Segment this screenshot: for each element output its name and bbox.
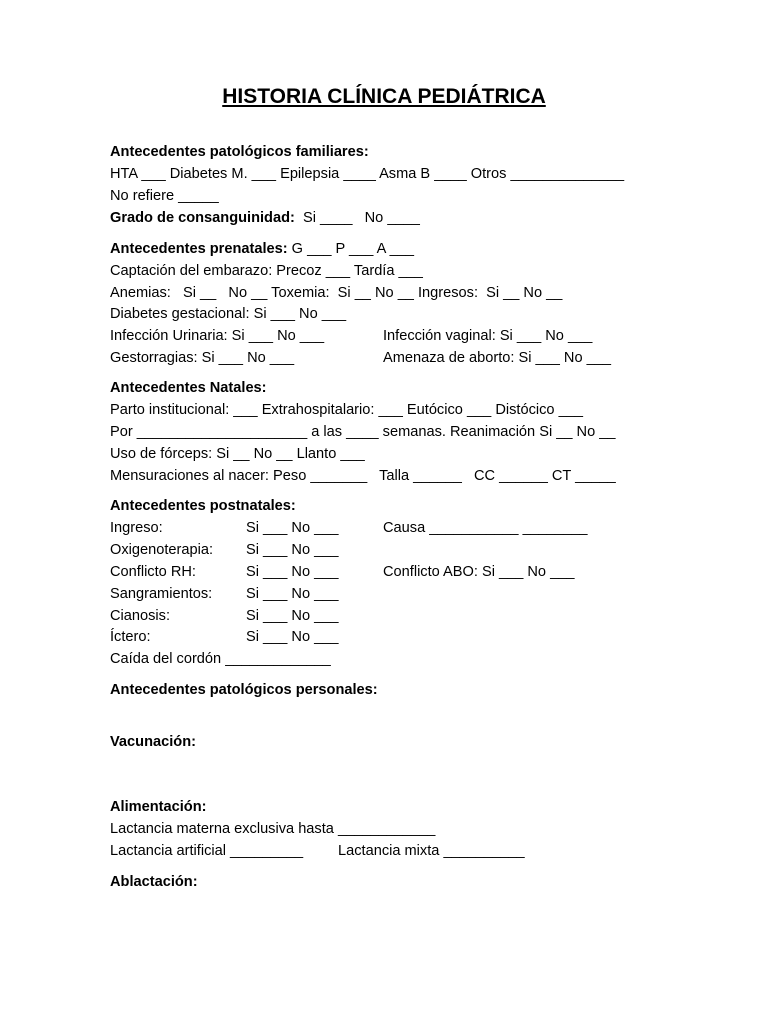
postnatal-row-label: Ingreso: [110,520,163,536]
postnatal-row-label: Oxigenoterapia: [110,542,214,558]
lactancia-exclusiva-line: Lactancia materna exclusiva hasta ____________ [110,821,436,837]
postnatal-row-value: Si ___ No ___ [246,564,339,580]
natales-heading: Antecedentes Natales: [110,380,267,396]
familiares-heading: Antecedentes patológicos familiares: [110,144,369,160]
postnatal-row-label: Íctero: [110,629,151,645]
amenaza-aborto-line: Amenaza de aborto: Si ___ No ___ [383,350,611,366]
familiares-line-2: No refiere _____ [110,188,219,204]
postnatal-row-value: Si ___ No ___ [246,542,339,558]
postnatal-row-extra: Conflicto ABO: Si ___ No ___ [383,564,575,580]
postnatal-row-value: Si ___ No ___ [246,629,339,645]
postnatal-row-label: Conflicto RH: [110,564,196,580]
por-line: Por _____________________ a las ____ semanas. Reanimación Si __ No __ [110,424,616,440]
anemias-line: Anemias: Si __ No __ Toxemia: Si __ No __ Ingresos: Si __ No __ [110,285,563,301]
lactancia-artificial-line: Lactancia artificial _________ [110,843,304,859]
postnatal-row-label: Sangramientos: [110,586,213,602]
diabetes-gestacional-line: Diabetes gestacional: Si ___ No ___ [110,306,347,322]
lactancia-mixta-line: Lactancia mixta __________ [338,843,525,859]
consanguinidad-row [110,209,420,227]
prenatales-gpa: G ___ P ___ A ___ [287,241,414,257]
prenatales-heading: Antecedentes prenatales: [110,241,288,257]
forceps-line: Uso de fórceps: Si __ No __ Llanto ___ [110,446,365,462]
mensuraciones-line: Mensuraciones al nacer: Peso _______ Talla ______ CC ______ CT _____ [110,468,616,484]
postnatal-row-label: Cianosis: [110,608,171,624]
personales-heading: Antecedentes patológicos personales: [110,682,378,698]
postnatal-row-value: Si ___ No ___ [246,608,339,624]
captacion-line: Captación del embarazo: Precoz ___ Tardía ___ [110,263,423,279]
caida-cordon-line: Caída del cordón _____________ [110,651,331,667]
infeccion-vaginal-line: Infección vaginal: Si ___ No ___ [383,328,593,344]
prenatales-heading-row [110,240,414,258]
parto-line: Parto institucional: ___ Extrahospitalario: ___ Eutócico ___ Distócico ___ [110,402,583,418]
familiares-line-1: HTA ___ Diabetes M. ___ Epilepsia ____ Asma B ____ Otros ______________ [110,166,625,182]
alimentacion-heading: Alimentación: [110,799,207,815]
consanguinidad-label: Grado de consanguinidad: [110,210,295,226]
ablactacion-heading: Ablactación: [110,874,198,890]
gestorragias-line: Gestorragias: Si ___ No ___ [110,350,295,366]
vacunacion-heading: Vacunación: [110,734,196,750]
consanguinidad-value: Si ____ No ____ [294,210,420,226]
postnatal-row-value: Si ___ No ___ [246,520,339,536]
postnatal-row-value: Si ___ No ___ [246,586,339,602]
infeccion-urinaria-line: Infección Urinaria: Si ___ No ___ [110,328,325,344]
postnatal-row-extra: Causa ___________ ________ [383,520,588,536]
postnatales-heading: Antecedentes postnatales: [110,498,296,514]
page-title: HISTORIA CLÍNICA PEDIÁTRICA [222,85,546,108]
